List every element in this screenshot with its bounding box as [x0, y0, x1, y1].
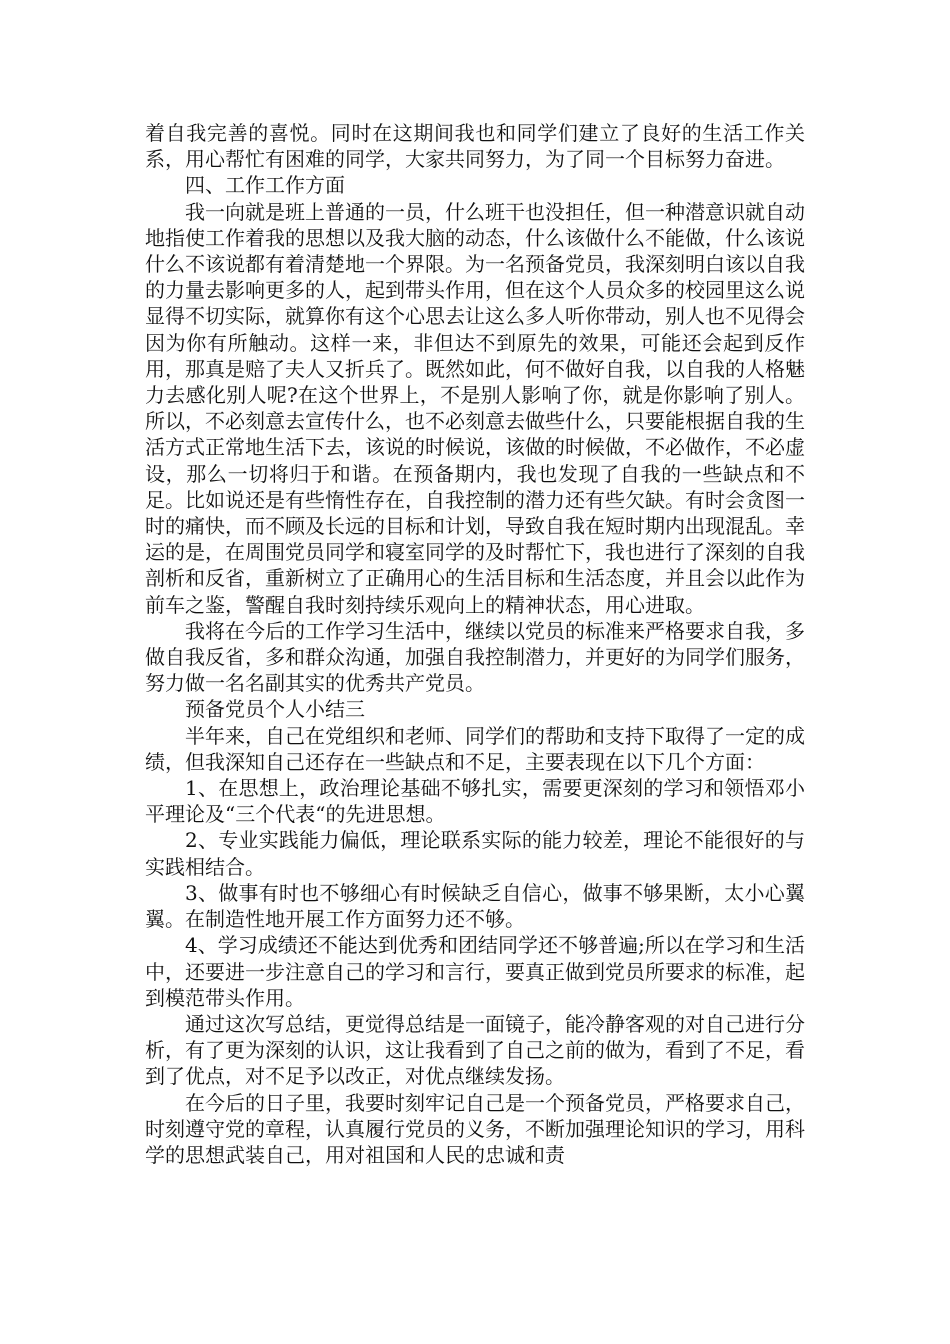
paragraph-half-year: 半年来，自己在党组织和老师、同学们的帮助和支持下取得了一定的成绩，但我深知自己还存在一些缺点和不足，主要表现在以下几个方面：	[145, 723, 805, 774]
paragraph-future-commitment: 我将在今后的工作学习生活中，继续以党员的标准来严格要求自我，多做自我反省，多和群众沟通，加强自我控制潜力，并更好的为同学们服务，努力做一名名副其实的优秀共产党员。	[145, 618, 805, 696]
list-item-3: 3、做事有时也不够细心有时候缺乏自信心，做事不够果断，太小心翼翼。在制造性地开展工作方面努力还不够。	[145, 880, 805, 932]
paragraph-future-days: 在今后的日子里，我要时刻牢记自己是一个预备党员，严格要求自己，时刻遵守党的章程，认真履行党员的义务，不断加强理论知识的学习，用科学的思想武装自己，用对祖国和人民的忠诚和责	[145, 1090, 805, 1167]
paragraph-continuation: 着自我完善的喜悦。同时在这期间我也和同学们建立了良好的生活工作关系，用心帮忙有困难的同学，大家共同努力，为了同一个目标努力奋进。	[145, 121, 805, 172]
list-item-2: 2、专业实践能力偏低，理论联系实际的能力较差，理论不能很好的与实践相结合。	[145, 828, 805, 879]
document-body	[145, 120, 805, 1168]
section-heading-summary-three: 预备党员个人小结三	[185, 697, 365, 722]
list-item-4: 4、学习成绩还不能达到优秀和团结同学还不够普遍;所以在学习和生活中，还要进一步注意自己的学习和言行，要真正做到党员所要求的标准，起到模范带头作用。	[145, 933, 805, 1010]
paragraph-work-reflection: 我一向就是班上普通的一员，什么班干也没担任，但一种潜意识就自动地指使工作着我的思想以及我大脑的动态，什么该做什么不能做，什么该说什么不该说都有着清楚地一个界限。为一名预备党员，我深刻明白该以自我的力量去影响更多的人，起到带头作用，但在这个人员众多的校园里这么说显得不切实际，就算你有这个心思去让这么多人听你带动，别人也不见得会因为你有所触动。这样一来，非但达不到原先的效果，可能还会起到反作用，那真是赔了夫人又折兵了。既然如此，何不做好自我，以自我的人格魅力去感化别人呢?在这个世界上，不是别人影响了你，就是你影响了别人。所以，不必刻意去宣传什么，也不必刻意去做些什么，只要能根据自我的生活方式正常地生活下去，该说的时候说，该做的时候做，不必做作，不必虚设，那么一切将归于和谐。在预备期内，我也发现了自我的一些缺点和不足。比如说还是有些惰性存在，自我控制的潜力还有些欠缺。有时会贪图一时的痛快，而不顾及长远的目标和计划，导致自我在短时期内出现混乱。幸运的是，在周围党员同学和寝室同学的及时帮忙下，我也进行了深刻的自我剖析和反省，重新树立了正确用心的生活目标和生活态度，并且会以此作为前车之鉴，警醒自我时刻持续乐观向上的精神状态，用心进取。	[145, 199, 805, 617]
section-heading-work: 四、工作工作方面	[185, 173, 345, 198]
paragraph-summary-mirror: 通过这次写总结，更觉得总结是一面镜子，能冷静客观的对自己进行分析，有了更为深刻的认识，这让我看到了自己之前的做为，看到了不足，看到了优点，对不足予以改正，对优点继续发扬。	[145, 1011, 805, 1089]
list-item-1: 1、在思想上，政治理论基础不够扎实，需要更深刻的学习和领悟邓小平理论及“三个代表“的先进思想。	[145, 776, 805, 827]
